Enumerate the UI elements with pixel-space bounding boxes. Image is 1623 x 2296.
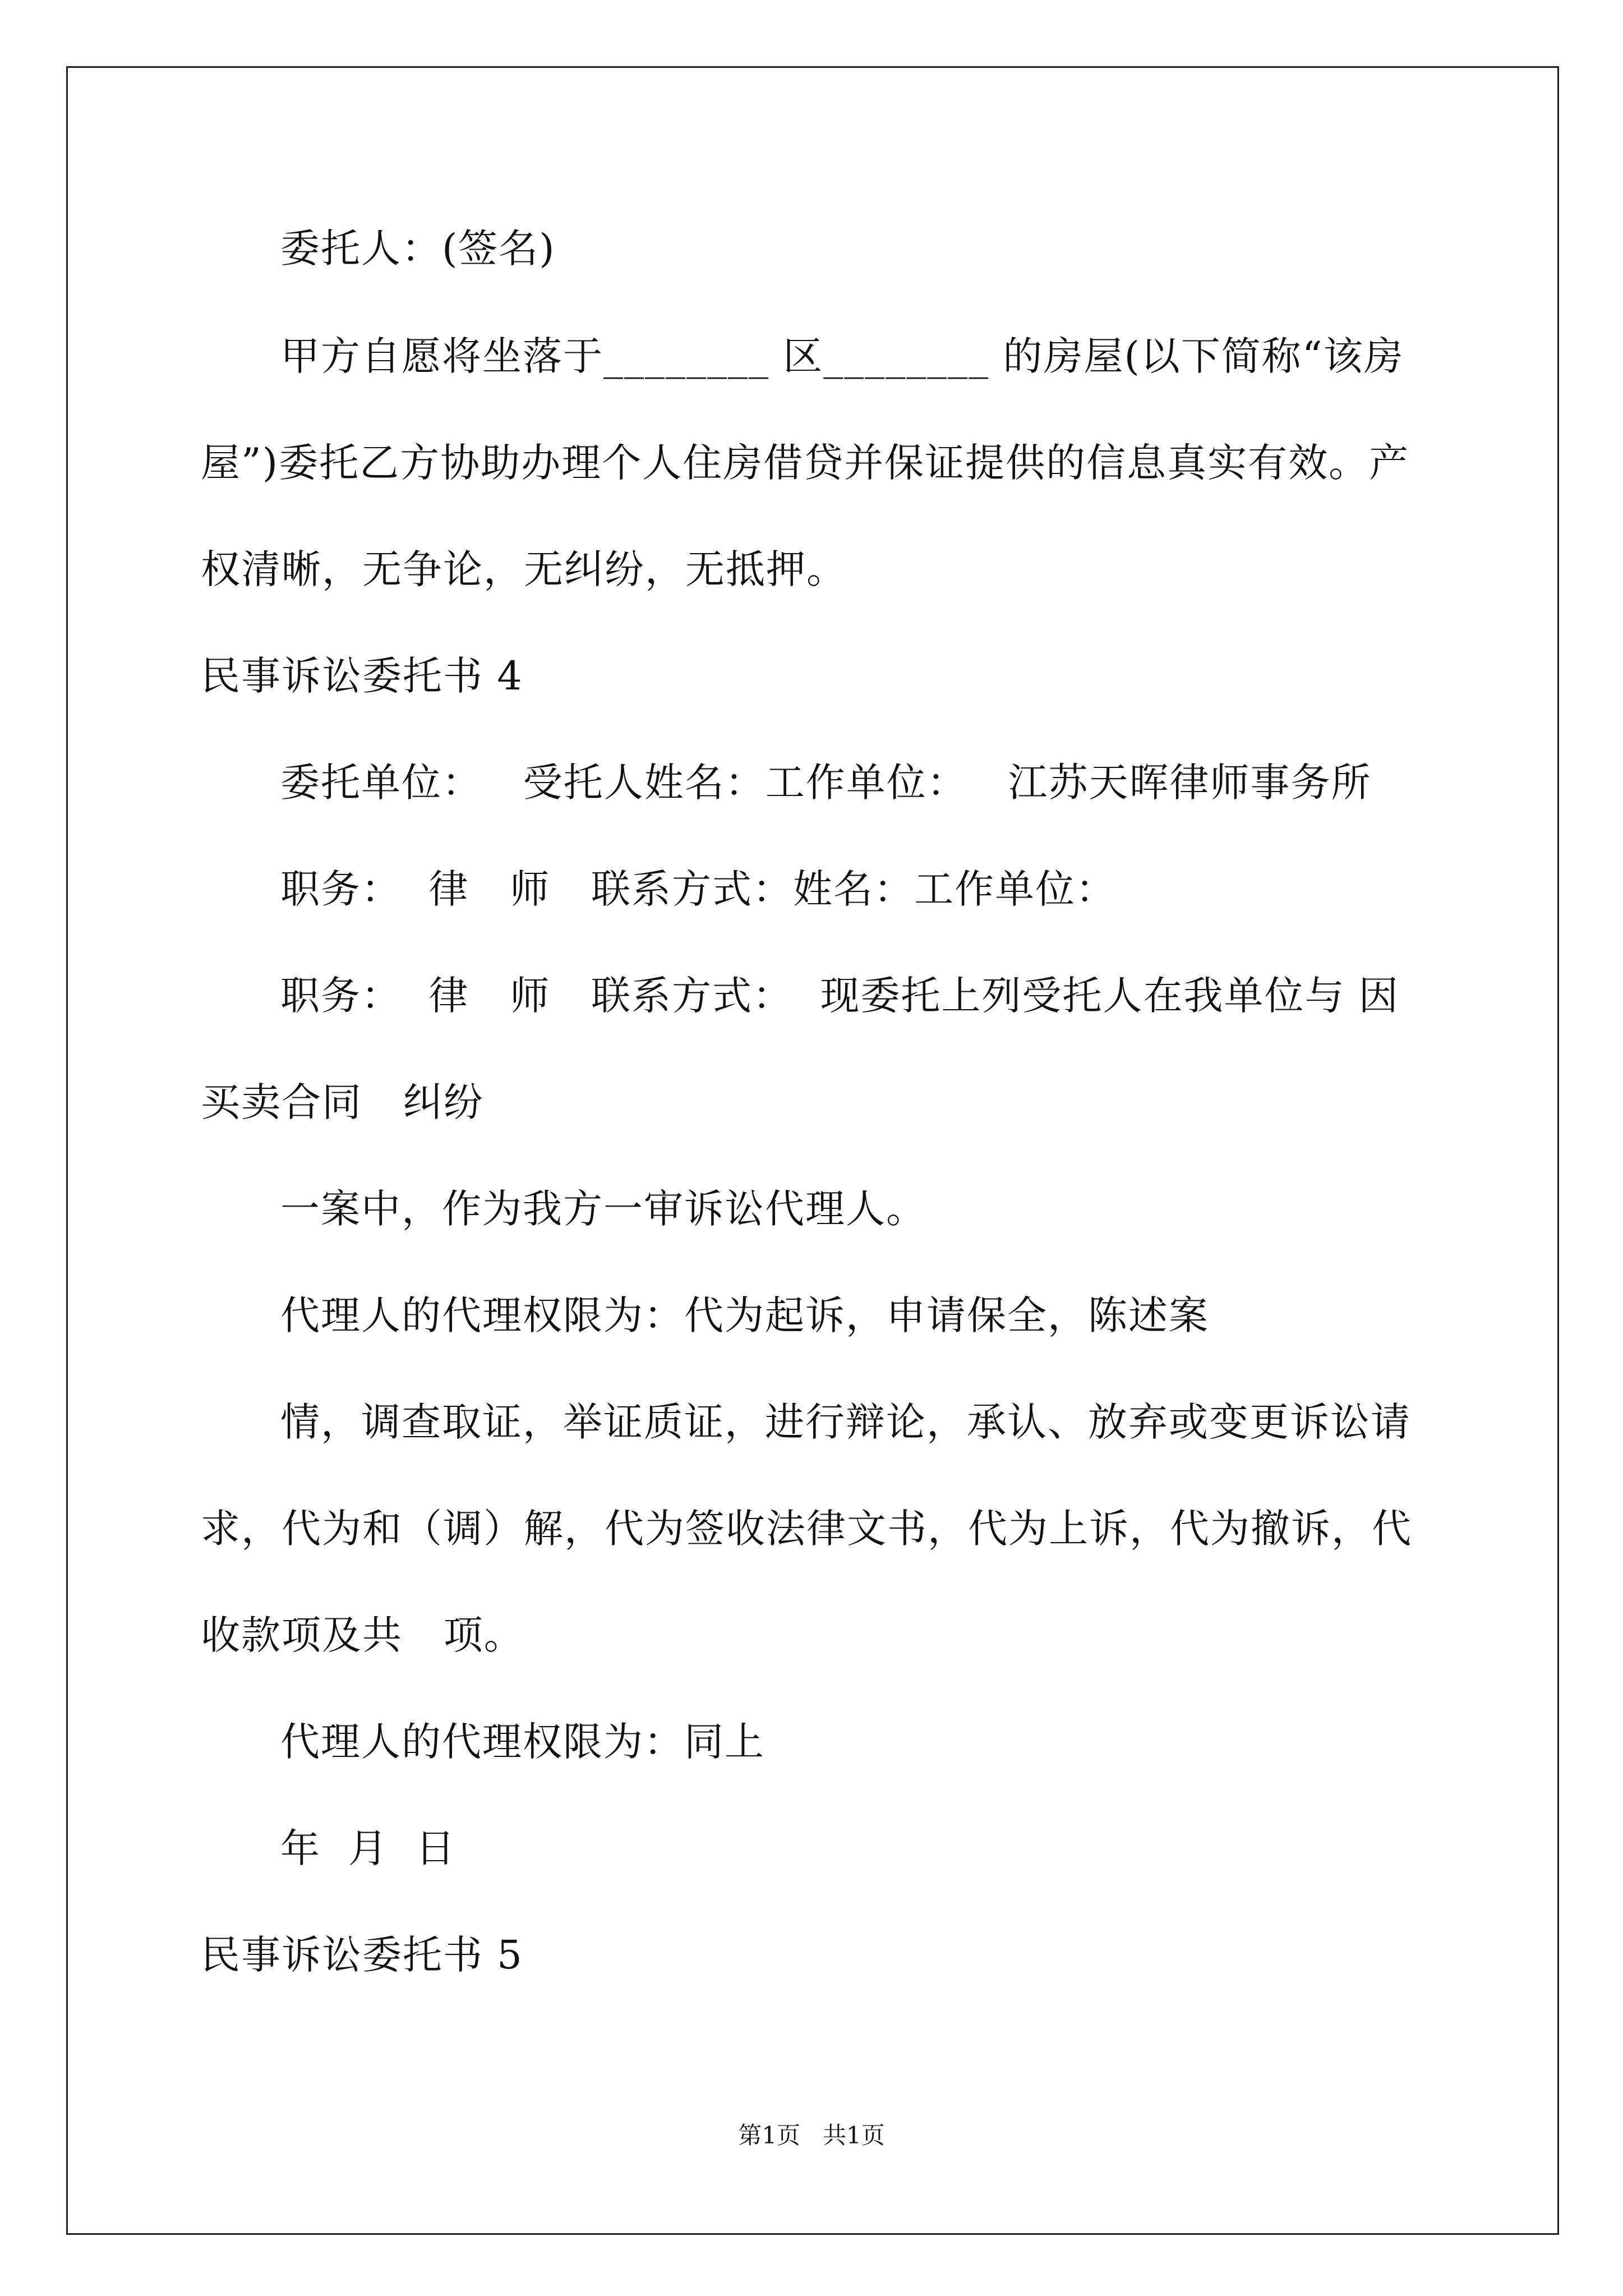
text-line-agent-authority: 代理人的代理权限为：代为起诉，申请保全，陈述案 — [280, 1292, 1209, 1338]
text-line-property-status: 权清晰，无争论，无纠纷，无抵押。 — [201, 546, 847, 592]
text-line-property-location: 甲方自愿将坐落于________ 区________ 的房屋(以下简称“该房 — [280, 333, 1404, 379]
text-line-entrustor-signature: 委托人：(签名) — [280, 226, 556, 272]
text-line-position-2: 职务： 律 师 联系方式： 现委托上列受托人在我单位与 因 — [280, 973, 1399, 1019]
text-line-position-1: 职务： 律 师 联系方式：姓名：工作单位： — [280, 866, 1117, 912]
text-line-property-info: 屋”)委托乙方协助办理个人住房借贷并保证提供的信息真实有效。产 — [201, 440, 1410, 486]
section-heading-5: 民事诉讼委托书 5 — [201, 1932, 523, 1978]
text-line-authority-details-1: 情，调查取证，举证质证，进行辩论，承认、放弃或变更诉讼请 — [280, 1399, 1411, 1445]
text-line-case: 一案中，作为我方一审诉讼代理人。 — [280, 1186, 926, 1232]
section-heading-4: 民事诉讼委托书 4 — [201, 653, 523, 699]
text-line-authority-details-2: 求，代为和（调）解，代为签收法律文书，代为上诉，代为撤诉，代 — [201, 1506, 1412, 1552]
text-line-agent-authority-same: 代理人的代理权限为：同上 — [280, 1719, 765, 1765]
text-line-date: 年 月 日 — [280, 1825, 457, 1871]
page-number-footer: 第1页 共1页 — [738, 2122, 885, 2149]
page-frame — [66, 66, 1559, 2235]
text-line-dispute: 买卖合同 纠纷 — [201, 1079, 484, 1125]
text-line-entrusting-unit: 委托单位： 受托人姓名：工作单位： 江苏天晖律师事务所 — [280, 760, 1372, 806]
text-line-authority-details-3: 收款项及共 项。 — [201, 1612, 524, 1658]
